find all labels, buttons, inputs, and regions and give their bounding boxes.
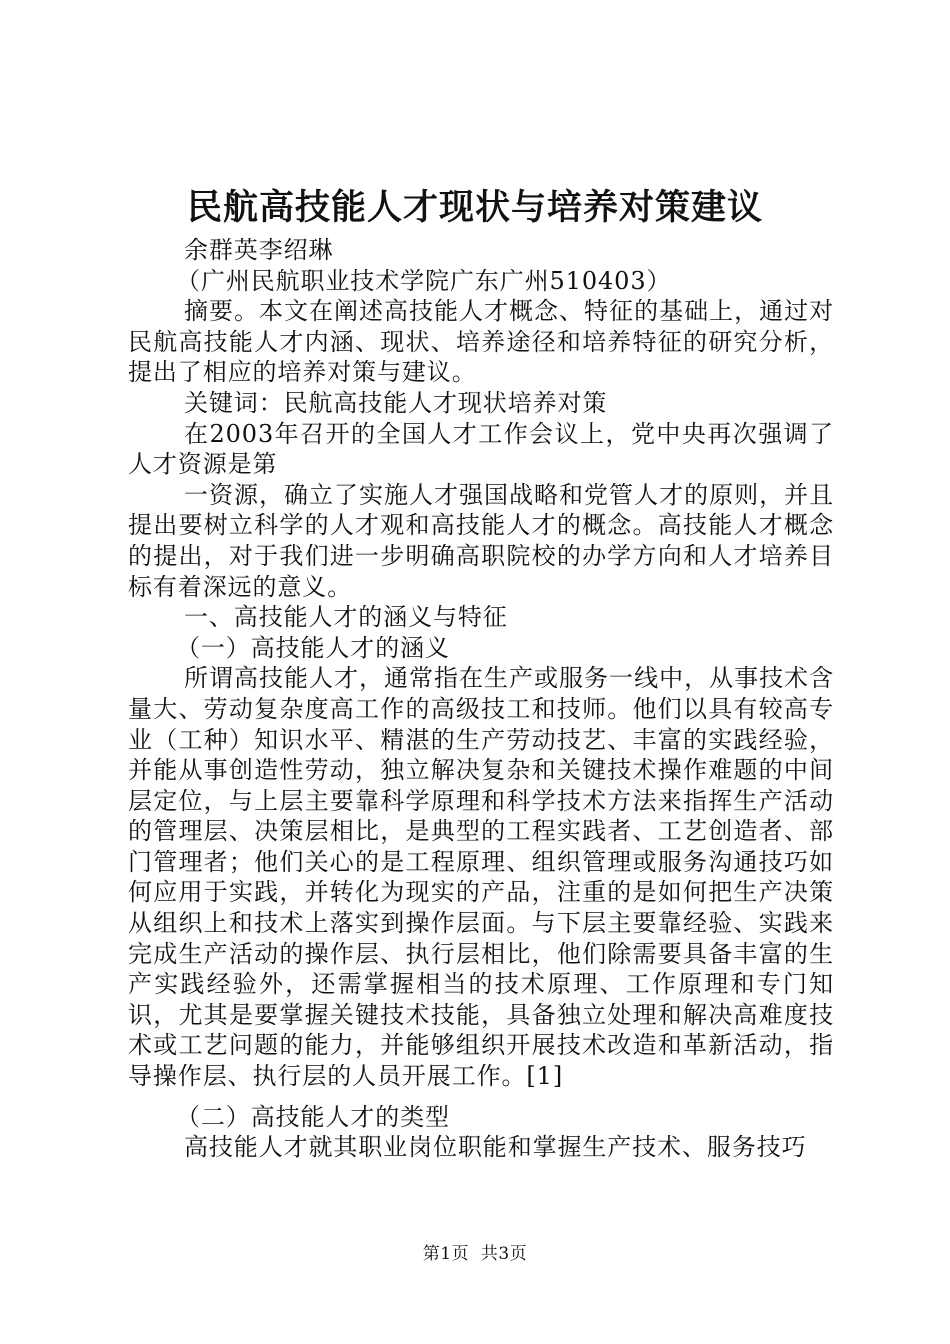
paragraph-gap	[128, 1092, 834, 1102]
keywords-line: 关键词：民航高技能人才现状培养对策	[184, 388, 608, 417]
intro-paragraph-1: 在2003年召开的全国人才工作会议上，党中央再次强调了人才资源是第	[128, 419, 834, 479]
types-paragraph: 高技能人才就其职业岗位职能和掌握生产技术、服务技巧	[184, 1133, 807, 1162]
citation-marker: [1]	[526, 1062, 564, 1091]
definition-text: 所谓高技能人才，通常指在生产或服务一线中，从事技术含量大、劳动复杂度高工作的高级技工和技师。他们以具有较高专业（工种）知识水平、精湛的生产劳动技艺、丰富的实践经验，并能从事创造性劳动，独立解决复杂和关键技术操作难题的中间层定位，与上层主要靠科学原理和科学技术方法来指挥生产活动的管理层、决策层相比，是典型的工程实践者、工艺创造者、部门管理者；他们关心的是工程原理、组织管理或服务沟通技巧如何应用于实践，并转化为现实的产品，注重的是如何把生产决策从组织上和技术上落实到操作层面。与下层主要靠经验、实践来完成生产活动的操作层、执行层相比，他们除需要具备丰富的生产实践经验外，还需掌握相当的技术原理、工作原理和专门知识，尤其是要掌握关键技术技能，具备独立处理和解决高难度技术或工艺问题的能力，并能够组织开展技术改造和革新活动，指导操作层、执行层的人员开展工作。	[128, 664, 834, 1091]
affiliation-line: （广州民航职业技术学院广东广州510403）	[176, 266, 672, 295]
intro-paragraph-2: 一资源，确立了实施人才强国战略和党管人才的原则，并且提出要树立科学的人才观和高技能人才的概念。高技能人才概念的提出，对于我们进一步明确高职院校的办学方向和人才培养目标有着深远的意义。	[128, 480, 834, 601]
subsection-heading-1-2: （二）高技能人才的类型	[176, 1102, 450, 1131]
document-body	[128, 235, 834, 1163]
authors-line: 余群英李绍琳	[184, 236, 334, 264]
section-heading-1: 一、高技能人才的涵义与特征	[184, 603, 508, 632]
abstract-paragraph: 摘要。本文在阐述高技能人才概念、特征的基础上，通过对民航高技能人才内涵、现状、培养途径和培养特征的研究分析，提出了相应的培养对策与建议。	[128, 297, 834, 387]
page-footer: 第1页 共3页	[422, 1244, 528, 1264]
document-title: 民航高技能人才现状与培养对策建议	[186, 187, 763, 228]
subsection-heading-1-1: （一）高技能人才的涵义	[176, 633, 450, 662]
definition-paragraph	[128, 663, 834, 1091]
